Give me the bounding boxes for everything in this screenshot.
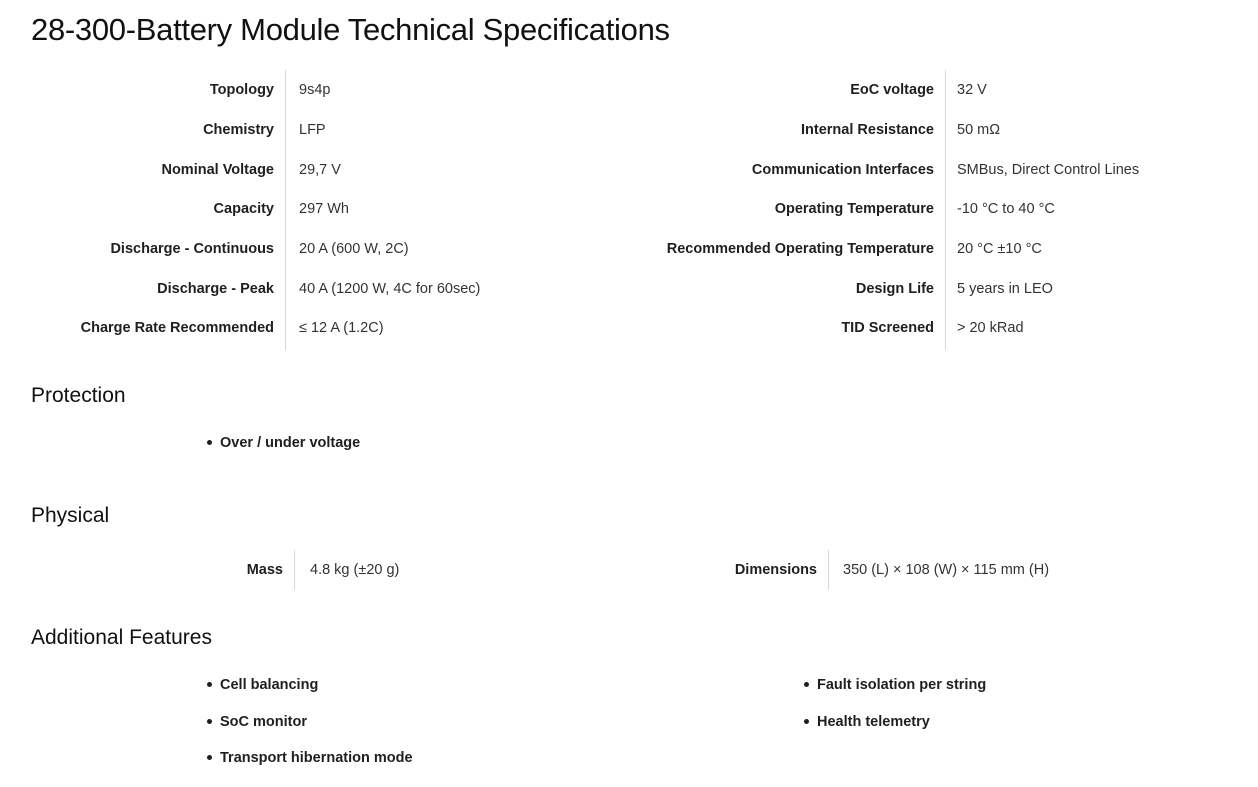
spec-value: -10 °C to 40 °C (957, 201, 1055, 217)
spec-label: Operating Temperature (774, 201, 934, 217)
spec-label: Charge Rate Recommended (80, 320, 274, 336)
bullet-icon (804, 719, 809, 724)
protection-item-label: Over / under voltage (220, 435, 361, 451)
bullet-icon (207, 440, 212, 445)
spec-value: 20 A (600 W, 2C) (299, 241, 409, 257)
spec-value: 40 A (1200 W, 4C for 60sec) (299, 281, 481, 297)
feature-item-label: Health telemetry (817, 714, 930, 730)
spec-row-operating-temperature (640, 189, 1258, 229)
dimensions-label: Dimensions (734, 562, 817, 578)
spec-row-topology (0, 70, 640, 110)
dimensions-value: 350 (L) × 108 (W) × 115 mm (H) (843, 562, 1050, 578)
feature-list-item (207, 749, 413, 767)
mass-label: Mass (246, 562, 283, 578)
spec-row-nominal-voltage (0, 150, 640, 190)
spec-value: LFP (299, 122, 326, 138)
spec-value: 29,7 V (299, 162, 341, 178)
spec-row-discharge-continuous (0, 229, 640, 269)
spec-value: 32 V (957, 82, 987, 98)
spec-label: Chemistry (203, 122, 274, 138)
physical-title: Physical (31, 504, 110, 527)
spec-label: Recommended Operating Temperature (666, 241, 934, 257)
spec-value: > 20 kRad (957, 320, 1024, 336)
spec-value: 297 Wh (299, 201, 349, 217)
spec-row-design-life (640, 269, 1258, 309)
bullet-icon (207, 682, 212, 687)
dimensions-divider (828, 550, 829, 590)
bullet-icon (207, 719, 212, 724)
spec-label: Nominal Voltage (161, 162, 274, 178)
feature-list-item (207, 676, 318, 694)
feature-item-label: Cell balancing (220, 677, 319, 693)
feature-list-item (804, 713, 930, 731)
feature-list-item (207, 713, 307, 731)
spec-row-chemistry (0, 110, 640, 150)
feature-list-item (804, 676, 986, 694)
spec-value: 20 °C ±10 °C (957, 241, 1042, 257)
feature-item-label: Transport hibernation mode (220, 750, 413, 766)
bullet-icon (804, 682, 809, 687)
spec-value: 9s4p (299, 82, 331, 98)
spec-table-left (0, 70, 640, 350)
spec-value: ≤ 12 A (1.2C) (299, 320, 384, 336)
spec-label: Discharge - Peak (157, 281, 274, 297)
bullet-icon (207, 755, 212, 760)
protection-title: Protection (31, 384, 126, 407)
spec-row-charge-rate (0, 308, 640, 348)
spec-row-capacity (0, 189, 640, 229)
spec-label: Design Life (855, 281, 934, 297)
spec-table-right (640, 70, 1258, 350)
spec-label: Capacity (213, 201, 274, 217)
spec-label: EoC voltage (850, 82, 934, 98)
spec-row-eoc-voltage (640, 70, 1258, 110)
spec-row-tid-screened (640, 308, 1258, 348)
feature-item-label: SoC monitor (220, 714, 307, 730)
spec-label: Communication Interfaces (751, 162, 934, 178)
spec-row-recommended-operating-temperature (640, 229, 1258, 269)
feature-item-label: Fault isolation per string (817, 677, 987, 693)
page-title: 28-300-Battery Module Technical Specifications (31, 12, 670, 47)
additional-features-title: Additional Features (31, 626, 212, 649)
protection-list-item (207, 434, 360, 452)
spec-value: 50 mΩ (957, 122, 1001, 138)
spec-row-communication-interfaces (640, 150, 1258, 190)
spec-label: TID Screened (841, 320, 934, 336)
spec-label: Internal Resistance (801, 122, 934, 138)
spec-label: Discharge - Continuous (110, 241, 274, 257)
mass-value: 4.8 kg (±20 g) (310, 562, 400, 578)
spec-label: Topology (209, 82, 274, 98)
spec-value: SMBus, Direct Control Lines (957, 162, 1140, 178)
spec-row-discharge-peak (0, 269, 640, 309)
mass-divider (294, 550, 295, 590)
spec-row-internal-resistance (640, 110, 1258, 150)
spec-value: 5 years in LEO (957, 281, 1053, 297)
